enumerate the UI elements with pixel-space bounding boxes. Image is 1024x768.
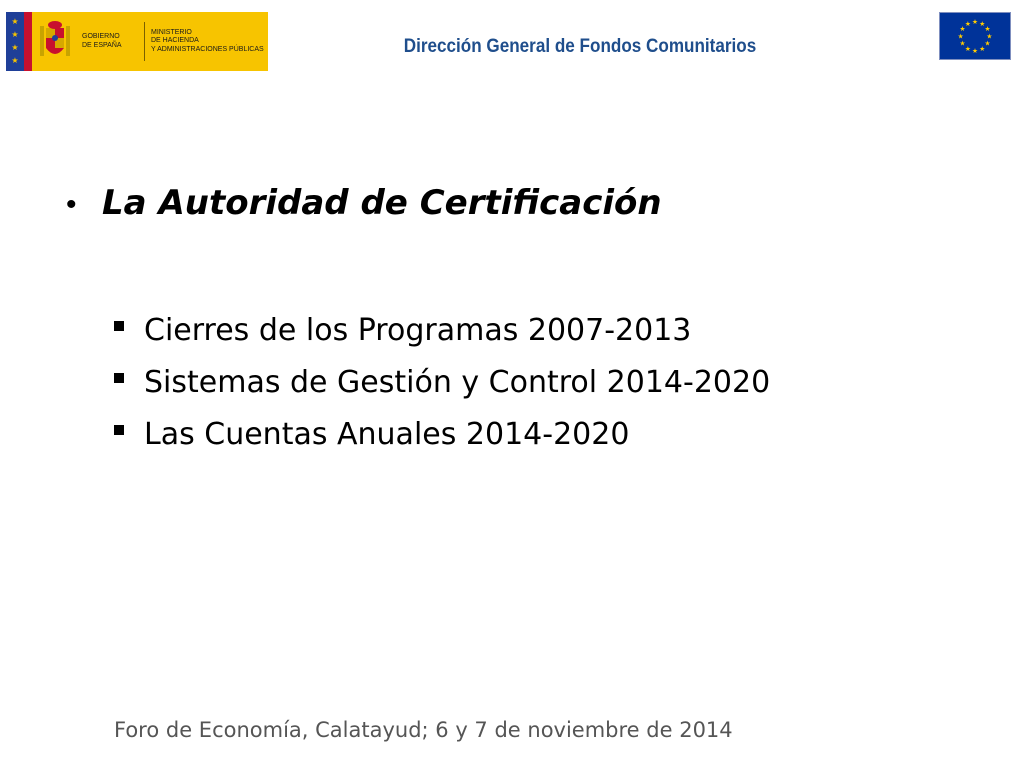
- eu-star-icon: ★: [979, 44, 986, 53]
- eu-star-icon: ★: [959, 25, 966, 34]
- sub-bullet-label: Las Cuentas Anuales 2014-2020: [144, 416, 630, 452]
- list-item: [114, 356, 770, 408]
- sub-bullet-list: [114, 304, 770, 460]
- bullet-dot-icon: •: [66, 188, 77, 221]
- list-item: [114, 304, 770, 356]
- logo-text-gobierno: GOBIERNO DE ESPAÑA: [82, 33, 122, 49]
- eu-star-icon: ★: [964, 44, 971, 53]
- eu-star-icon: ★: [957, 32, 964, 41]
- square-bullet-icon: [114, 321, 124, 331]
- eu-stars-strip: ★ ★ ★ ★: [6, 12, 24, 71]
- eu-star-icon: ★: [972, 18, 978, 27]
- coat-of-arms-icon: [32, 12, 78, 71]
- header-title: Dirección General de Fondos Comunitarios: [403, 36, 757, 57]
- square-bullet-icon: [114, 425, 124, 435]
- sub-bullet-label: Cierres de los Programas 2007-2013: [144, 312, 692, 348]
- logo-divider: [144, 22, 145, 61]
- eu-star-icon: ★: [972, 46, 978, 55]
- logo-red-strip: [24, 12, 32, 71]
- gobierno-logo: [6, 12, 268, 71]
- logo-text-ministerio: MINISTERIO DE HACIENDA Y ADMINISTRACIONES PÚBLICAS: [151, 28, 264, 53]
- eu-star-icon: ★: [979, 19, 986, 28]
- sub-bullet-label: Sistemas de Gestión y Control 2014-2020: [144, 364, 771, 400]
- eu-star-icon: ★: [986, 32, 993, 41]
- main-bullet: [66, 183, 662, 223]
- eu-star-icon: ★: [984, 25, 991, 34]
- list-item: [114, 408, 770, 460]
- eu-star-icon: ★: [959, 39, 966, 48]
- eu-star-icon: ★: [984, 39, 991, 48]
- square-bullet-icon: [114, 373, 124, 383]
- eu-flag-icon: [939, 12, 1011, 60]
- footer-text: Foro de Economía, Calatayud; 6 y 7 de noviembre de 2014: [114, 718, 733, 742]
- eu-star-icon: ★: [964, 19, 971, 28]
- main-bullet-text: La Autoridad de Certificación: [102, 183, 662, 223]
